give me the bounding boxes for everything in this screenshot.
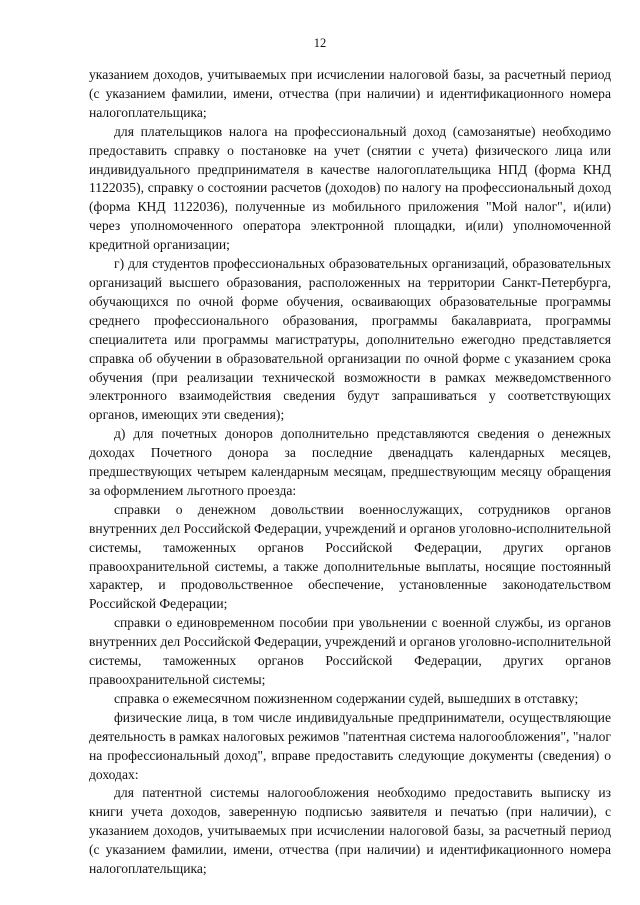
page-number: 12 [313,36,327,50]
document-body [89,66,611,879]
paragraph: справки о денежном довольствии военнослужащих, сотрудников органов внутренних дел Российской Федерации, учреждений и органов уголовно-исполнительной системы, таможенных органов Российской Федерации, других органов правоохранительной системы, а также дополнительные выплаты, носящие постоянный характер, и продовольственное обеспечение, установленные законодательством Российской Федерации; [89,501,611,612]
paragraph: справка о ежемесячном пожизненном содержании судей, вышедших в отставку; [114,690,579,706]
paragraph: д) для почетных доноров дополнительно представляются сведения о денежных доходах Почетного донора за последние двенадцать календарных месяцев, предшествующих четырем календарным месяцам, предшествующим месяцу обращения за оформлением льготного проезда: [89,426,611,498]
paragraph: указанием доходов, учитываемых при исчислении налоговой базы, за расчетный период (с указанием фамилии, имени, отчества (при наличии) и идентификационного номера налогоплательщика; [89,67,611,120]
paragraph: справки о единовременном пособии при увольнении с военной службы, из органов внутренних дел Российской Федерации, учреждений и органов уголовно-исполнительной системы, таможенных органов Российской Федерации, других органов правоохранительной системы; [89,615,611,687]
paragraph: для плательщиков налога на профессиональный доход (самозанятые) необходимо предоставить справку о постановке на учет (снятии с учета) физического лица или индивидуального предпринимателя в качестве налогоплательщика НПД (форма КНД 1122035), справку о состоянии расчетов (доходов) по налогу на профессиональный доход (форма КНД 1122036), полученные из мобильного приложения "Мой налог", и(или) через уполномоченного оператора электронной площадки, и(или) уполномоченной кредитной организации; [89,123,611,253]
paragraph: г) для студентов профессиональных образовательных организаций, образовательных организаций высшего образования, расположенных на территории Санкт-Петербурга, обучающихся по очной форме обучения, осваивающих образовательные программы среднего профессионального образования, программы бакалавриата, программы специалитета или программы магистратуры, дополнительно ежегодно представляется справка об обучении в образовательной организации по очной форме с указанием срока обучения (при реализации технической возможности в рамках межведомственного электронного взаимодействия сведения будут запрашиваться у соответствующих органов, имеющих эти сведения); [89,256,611,423]
paragraph: для патентной системы налогообложения необходимо предоставить выписку из книги учета доходов, заверенную подписью заявителя и печатью (при наличии), с указанием доходов, учитываемых при исчислении налоговой базы, за расчетный период (с указанием фамилии, имени, отчества (при наличии) и идентификационного номера налогоплательщика; [89,785,611,877]
paragraph: физические лица, в том числе индивидуальные предприниматели, осуществляющие деятельность в рамках налоговых режимов "патентная система налогообложения", "налог на профессиональный доход", вправе предоставить следующие документы (сведения) о доходах: [89,709,611,782]
